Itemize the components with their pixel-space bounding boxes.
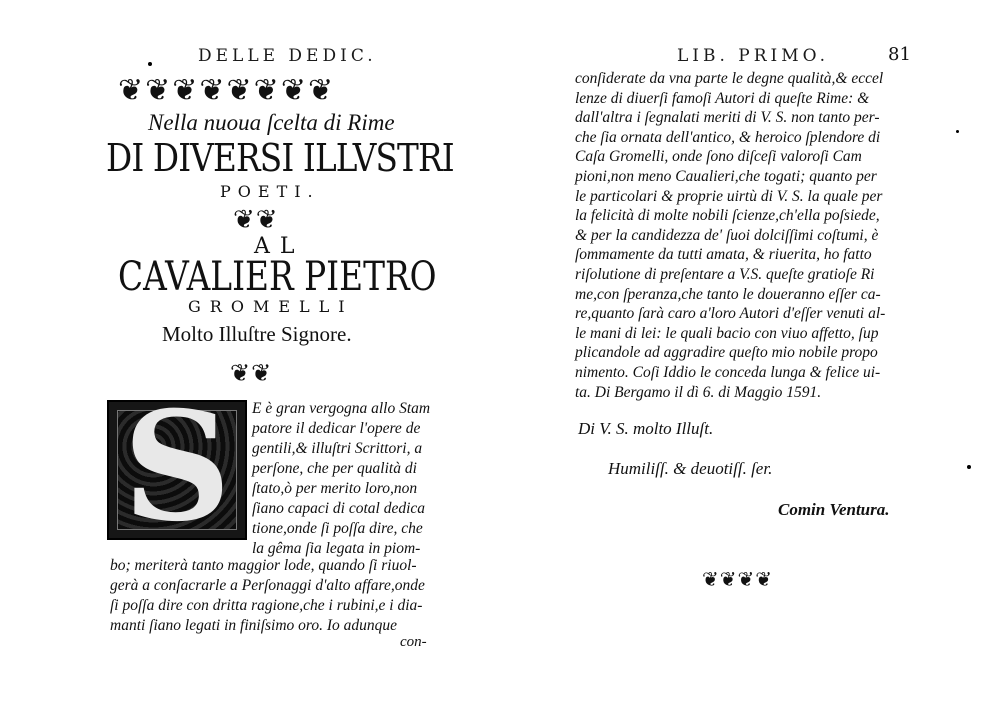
text-line: la gêma ſia legata in piom- <box>252 540 421 557</box>
text-line: manti ſiano legati in finiſsimo oro. Io adunque <box>110 617 398 634</box>
signature: Comin Ventura. <box>778 500 890 519</box>
text-line: riſolutione di preſentare a V.S. queſte gratioſe Ri <box>575 266 875 283</box>
text-line: le mani di lei: le quali bacio con viuo affetto, ſup <box>575 324 879 342</box>
text-line: pioni,non meno Caualieri,che togati; quanto per <box>575 168 877 185</box>
closing-line-1: Di V. S. molto Illuſt. <box>578 419 714 438</box>
right-running-head: LIB. PRIMO. <box>677 46 830 66</box>
left-running-head: DELLE DEDIC. <box>198 46 377 66</box>
addressee-name: CAVALIER PIETRO <box>118 254 437 300</box>
text-line: gentili,& illuſtri Scrittori, a <box>252 440 423 457</box>
text-line: ta. Di Bergamo il dì 6. di Maggio 1591. <box>575 383 822 401</box>
text-line: gerà a conſacrarle a Perſonaggi d'alto affare,onde <box>110 577 425 594</box>
text-line: me,con ſperanza,che tanto le doueranno eſſer ca- <box>575 285 881 303</box>
page-number: 81 <box>888 44 911 65</box>
text-line: dall'altra i ſegnalati meriti di V. S. non tanto per- <box>575 109 880 127</box>
addressee-prefix: AL <box>254 234 305 259</box>
text-line: che ſia ornata dell'antico, & heroico ſplendore di <box>575 128 881 146</box>
text-line: conſiderate da vna parte le degne qualità,& eccel <box>575 70 884 87</box>
dedication-title: DI DIVERSI ILLVSTRI <box>106 136 454 180</box>
text-line: plicandole ad aggradire queſto mio nobile propo <box>575 344 878 362</box>
right-page <box>500 0 1000 714</box>
text-line: ſtato,ò per merito loro,non <box>252 480 418 497</box>
text-line: & per la candidezza de' ſuoi dolciſſimi coſtumi, è <box>575 226 879 244</box>
text-line: la felicità di molte nobili ſcienze,ch'ella poſsiede, <box>575 207 880 225</box>
closing-line-2: Humiliſſ. & deuotiſſ. ſer. <box>608 459 773 478</box>
top-ornament-band: ❦❦❦❦❦❦❦❦ <box>118 73 336 108</box>
text-line: le particolari & proprie uirtù di V. S. la quale per <box>575 187 883 205</box>
print-speck <box>967 465 971 469</box>
print-speck <box>148 62 152 66</box>
text-line: bo; meriterà tanto maggior lode, quando ſi riuol- <box>110 557 417 574</box>
addressee-surname: GROMELLI <box>188 297 354 316</box>
text-line: perſone, che per qualità di <box>252 460 417 477</box>
text-line: Caſa Gromelli, onde ſono diſceſi valoroſi Cam <box>575 148 862 166</box>
initial-letter: S <box>122 400 232 540</box>
text-line: E è gran vergogna allo Stam <box>252 400 431 417</box>
text-line: lenze di diuerſi famoſi Autori di queſte Rime: & <box>575 89 870 107</box>
text-line: re,quanto ſarà caro a'loro Autori d'eſſer venuti al- <box>575 305 886 323</box>
decorated-initial <box>107 400 247 540</box>
text-line: tione,onde ſi poſſa dire, che <box>252 520 423 537</box>
left-page <box>0 0 490 714</box>
small-ornament: ❦❦ <box>230 360 273 386</box>
text-line: nimento. Coſi Iddio le conceda lunga & felice ui- <box>575 364 881 381</box>
mid-ornament: ❦❦ <box>233 205 279 235</box>
catchword: con- <box>400 634 427 650</box>
salutation: Molto Illuſtre Signore. <box>162 322 352 346</box>
title-poeti: POETI. <box>220 182 320 201</box>
text-line: ſommamente da tutti amata, & riuerita, ho fatto <box>575 246 872 264</box>
bottom-ornament: ❦❦❦❦ <box>702 567 774 591</box>
print-speck <box>956 130 959 133</box>
text-line: ſiano capaci di cotal dedica <box>252 500 426 517</box>
text-line: patore il dedicar l'opere de <box>252 420 421 437</box>
text-line: ſi poſſa dire con dritta ragione,che i rubini,e i dia- <box>110 597 423 614</box>
dedication-subtitle: Nella nuoua ſcelta di Rime <box>148 110 395 135</box>
